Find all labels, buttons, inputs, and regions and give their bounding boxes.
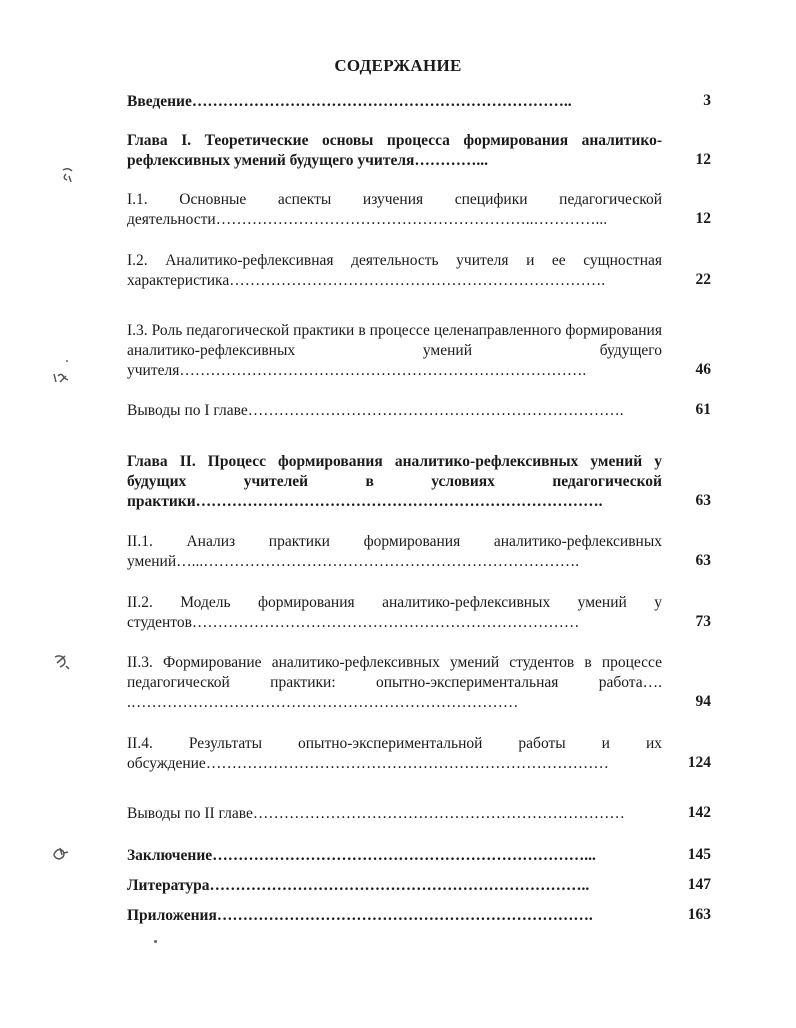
toc-entry-leader: ……………………………………………………………….: [203, 553, 580, 570]
toc-page-number: 163: [687, 906, 711, 923]
toc-entry-section-1-1[interactable]: [127, 190, 662, 230]
toc-page-number: 147: [687, 876, 711, 893]
toc-entry-title: I.2. Аналитико-рефлексивная деятельность учителя и ее сущностная характеристика: [127, 252, 662, 289]
scan-artifact-icon: [60, 166, 76, 191]
toc-entry-introduction[interactable]: [127, 92, 662, 112]
toc-entry-title: Введение: [127, 93, 192, 110]
toc-entry-leader: …………………………………………………………………: [191, 614, 580, 631]
toc-entry-leader: …………...: [414, 152, 489, 169]
toc-entry-title: Литература: [127, 877, 210, 894]
toc-entry-leader: ……………………………………………………..…………...: [215, 211, 608, 228]
toc-page-number: 94: [695, 693, 711, 710]
scan-artifact-icon: [50, 845, 70, 868]
toc-entry-section-2-3[interactable]: [127, 653, 662, 713]
toc-entry-title: Выводы по II главе: [127, 805, 253, 822]
toc-page-number: 142: [687, 804, 711, 821]
scan-speck-icon: [154, 940, 157, 943]
toc-entry-references[interactable]: [127, 876, 662, 896]
toc-entry-leader: ……………………………………………………………….: [229, 272, 606, 289]
toc-entry-conclusions-2[interactable]: [127, 804, 662, 824]
scan-speck-icon: [66, 360, 68, 362]
toc-entry-conclusion[interactable]: [127, 846, 662, 866]
toc-entry-title: II.4. Результаты опытно-экспериментальной работы и их обсуждение: [127, 735, 662, 772]
toc-entry-chapter-2[interactable]: [127, 452, 662, 512]
toc-entry-appendices[interactable]: [127, 906, 662, 926]
scan-artifact-icon: [52, 652, 72, 677]
scan-artifact-icon: [52, 370, 70, 391]
toc-page-number: 124: [687, 754, 711, 771]
toc-entry-leader: …………………………………………………………………….: [179, 362, 587, 379]
toc-page-number: 12: [695, 151, 711, 168]
toc-entry-leader: ……………………………………………………………….: [247, 402, 624, 419]
toc-entry-section-1-2[interactable]: [127, 251, 662, 291]
toc-entry-title: Заключение: [127, 847, 213, 864]
toc-page-number: 63: [695, 492, 711, 509]
toc-entry-leader: ………………………………………………………………..: [209, 877, 590, 894]
toc-page-number: 22: [695, 271, 711, 288]
toc-page-number: 145: [687, 846, 711, 863]
toc-entry-leader: …………………………………………………………………: [130, 694, 519, 711]
toc-entry-leader: ………………………………………………………………...: [212, 847, 596, 864]
toc-entry-title: I.3. Роль педагогической практики в процессе целенаправленного формирования аналитико-рефлексивных умений будущего учителя: [127, 322, 662, 379]
toc-entry-title: I.1. Основные аспекты изучения специфики педагогической деятельности: [127, 191, 662, 228]
toc-entry-title: Приложения: [127, 907, 217, 924]
toc-entry-title: Выводы по I главе: [127, 402, 248, 419]
toc-entry-section-2-4[interactable]: [127, 734, 662, 774]
toc-entry-section-1-3[interactable]: [127, 321, 662, 381]
toc-entry-section-2-1[interactable]: [127, 532, 662, 572]
toc-page-number: 46: [695, 361, 711, 378]
toc-page-number: 73: [695, 613, 711, 630]
toc-entry-chapter-1[interactable]: [127, 131, 662, 171]
toc-entry-conclusions-1[interactable]: [127, 401, 662, 421]
toc-page-number: 3: [703, 92, 711, 109]
toc-entry-section-2-2[interactable]: [127, 593, 662, 633]
toc-entry-leader: ………………………………………………………………..: [191, 93, 572, 110]
toc-entry-title: II.2. Модель формирования аналитико-рефлексивных умений у студентов: [127, 594, 662, 631]
toc-page-number: 61: [695, 401, 711, 418]
toc-entry-title: II.3. Формирование аналитико-рефлексивных умений студентов в процессе педагогической практики: опытно-экспериментальная работа…. .: [127, 654, 662, 711]
toc-entry-leader: ………………………………………………………………: [252, 805, 625, 822]
toc-entry-leader: ……………………………………………………………….: [216, 907, 593, 924]
toc-entry-leader: …………………………………………………………………….: [195, 493, 603, 510]
page-title: СОДЕРЖАНИЕ: [334, 56, 462, 75]
toc-entry-title: Глава I. Теоретические основы процесса формирования аналитико-рефлексивных умений будущего учителя: [127, 132, 662, 169]
toc-page-number: 63: [695, 552, 711, 569]
toc-page-number: 12: [695, 210, 711, 227]
toc-entry-leader: ……………………………………………………………………: [205, 755, 609, 772]
toc-entry-title: II.1. Анализ практики формирования аналитико-рефлексивных умений…...: [127, 533, 662, 570]
toc-entry-title: Глава II. Процесс формирования аналитико-рефлексивных умений у будущих учителей в условиях педагогической практики: [127, 453, 662, 510]
